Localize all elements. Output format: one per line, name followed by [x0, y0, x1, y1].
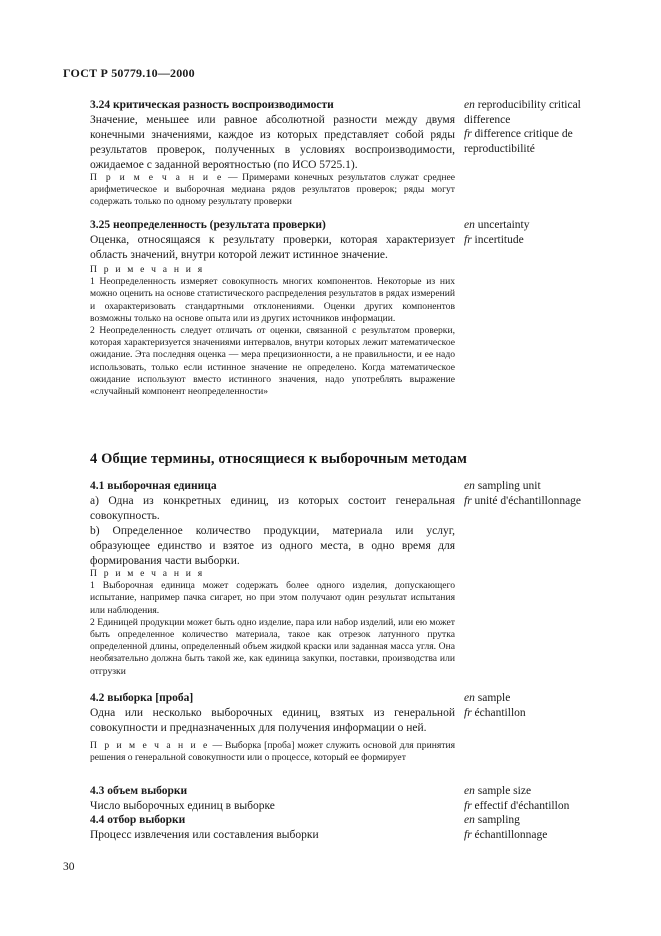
lang-fr-label: fr	[464, 494, 472, 507]
entry-3-24-translations	[464, 98, 624, 156]
translation-en: sample	[474, 692, 511, 704]
entry-3-24	[90, 98, 455, 173]
translation-en: sampling unit	[474, 480, 541, 492]
translation-en: sampling	[474, 814, 520, 826]
translation-en: sample size	[474, 785, 532, 797]
note-label: П р и м е ч а н и е	[90, 740, 210, 751]
translation-en: uncertainty	[474, 219, 530, 231]
term-definition-a: a) Одна из конкретных единиц, из которых состоит генеральная совокупность.	[90, 495, 455, 522]
translation-fr: échantillon	[471, 706, 526, 719]
notes-label: П р и м е ч а н и я	[90, 264, 205, 275]
lang-fr-label: fr	[464, 128, 472, 140]
entry-4-2	[90, 691, 455, 736]
translation-fr: échantillonnage	[471, 828, 548, 841]
entry-4-2-note	[90, 740, 455, 764]
entry-4-3	[90, 784, 455, 814]
term-definition: Оценка, относящаяся к результату проверки, которая характеризует область значений, внутри которой лежит истинное значение.	[90, 234, 455, 261]
lang-fr-label: fr	[464, 706, 472, 719]
term-definition: Процесс извлечения или составления выборки	[90, 829, 319, 841]
note-2: 2 Единицей продукции может быть одно изделие, пара или набор изделий, или ею может быть определенное количество материала, такое как отрезок латунного прутка определенной длины, определенный объем жидкой краски или заданная масса угля. Она необязательно должна быть такой же, как единица закупки, поставки, производства или отгрузки	[90, 616, 455, 677]
translation-fr: incertitude	[471, 233, 524, 246]
lang-fr-label: fr	[464, 828, 472, 841]
entry-4-3-translations	[464, 784, 624, 813]
entry-4-4	[90, 813, 455, 843]
entry-4-4-translations	[464, 813, 624, 842]
lang-en-label: en	[464, 99, 475, 111]
entry-3-24-note	[90, 172, 455, 209]
term-title: 4.2 выборка [проба]	[90, 692, 194, 704]
term-title: 4.4 отбор выборки	[90, 814, 186, 826]
note-2: 2 Неопределенность следует отличать от оценки, связанной с результатом проверки, которая характеризуется значениями интервалов, внутри которых лежит математическое ожидание. Эта последняя оценка — мера прецизионности, а не правильности, и ее надо использовать, только если истинное значение не определено. Когда математическое ожидание используют вместо истинного значения, надо употреблять выражение «случайный компонент неопределенности»	[90, 325, 455, 398]
entry-3-25-notes	[90, 264, 455, 398]
note-text: — Выборка [проба] может служить основой для принятия решения о генеральной совокупности или о процессе, который ее формирует	[90, 740, 455, 764]
lang-en-label: en	[464, 692, 475, 704]
term-definition: Значение, меньшее или равное абсолютной разности между двумя конечными значениями, каждое из которых представляет собой ряды результатов проверок, полученных в условиях воспроизводимости, ожидаемое с заданной вероятностью (по ИСО 5725.1).	[90, 114, 455, 171]
note-text: — Примерами конечных результатов служат среднее арифметическое и выборочная медиана рядов результатов проверок; ряды могут содержать только по одному результату проверки	[90, 172, 455, 208]
lang-fr-label: fr	[464, 233, 472, 246]
section-title: 4 Общие термины, относящиеся к выборочным методам	[90, 451, 467, 467]
entry-4-1-translations	[464, 479, 624, 508]
lang-fr-label: fr	[464, 799, 472, 812]
entry-3-25-translations	[464, 218, 624, 247]
entry-4-2-translations	[464, 691, 624, 720]
translation-fr: difference critique de reproductibilité	[464, 128, 573, 155]
term-title: 4.3 объем выборки	[90, 785, 188, 797]
document-header: ГОСТ Р 50779.10—2000	[63, 66, 195, 80]
term-definition-b: b) Определенное количество продукции, материала или услуг, образующее единство и взятое из одного места, в одно время для формирования части выборки.	[90, 525, 455, 567]
note-1: 1 Неопределенность измеряет совокупность многих компонентов. Некоторые из них можно оценить на основе статистического распределения результатов в рядах измерений и охарактеризовать стандартными отклонениями. Оценки других компонентов возможны только на основе опыта или из других источников информации.	[90, 276, 455, 324]
term-title: 3.24 критическая разность воспроизводимости	[90, 99, 334, 111]
lang-en-label: en	[464, 480, 475, 492]
note-label: П р и м е ч а н и е	[90, 172, 224, 183]
notes-label: П р и м е ч а н и я	[90, 568, 205, 579]
page-number: 30	[63, 861, 75, 873]
lang-en-label: en	[464, 785, 475, 797]
translation-fr: unité d'échantillonnage	[471, 494, 582, 507]
term-definition: Одна или несколько выборочных единиц, взятых из генеральной совокупности и предназначенных для получения информации о ней.	[90, 707, 455, 734]
translation-en: reproducibility critical difference	[464, 99, 581, 126]
entry-4-1	[90, 479, 455, 569]
note-1: 1 Выборочная единица может содержать более одного изделия, допускающего испытание, например пачка сигарет, но при этом получают один результат испытания или наблюдения.	[90, 580, 455, 616]
term-title: 4.1 выборочная единица	[90, 480, 217, 492]
lang-en-label: en	[464, 814, 475, 826]
entry-4-1-notes	[90, 568, 455, 678]
translation-fr: effectif d'échantillon	[471, 799, 570, 812]
term-definition: Число выборочных единиц в выборке	[90, 800, 275, 812]
term-title: 3.25 неопределенность (результата проверки)	[90, 219, 326, 231]
entry-3-25	[90, 218, 455, 263]
lang-en-label: en	[464, 219, 475, 231]
